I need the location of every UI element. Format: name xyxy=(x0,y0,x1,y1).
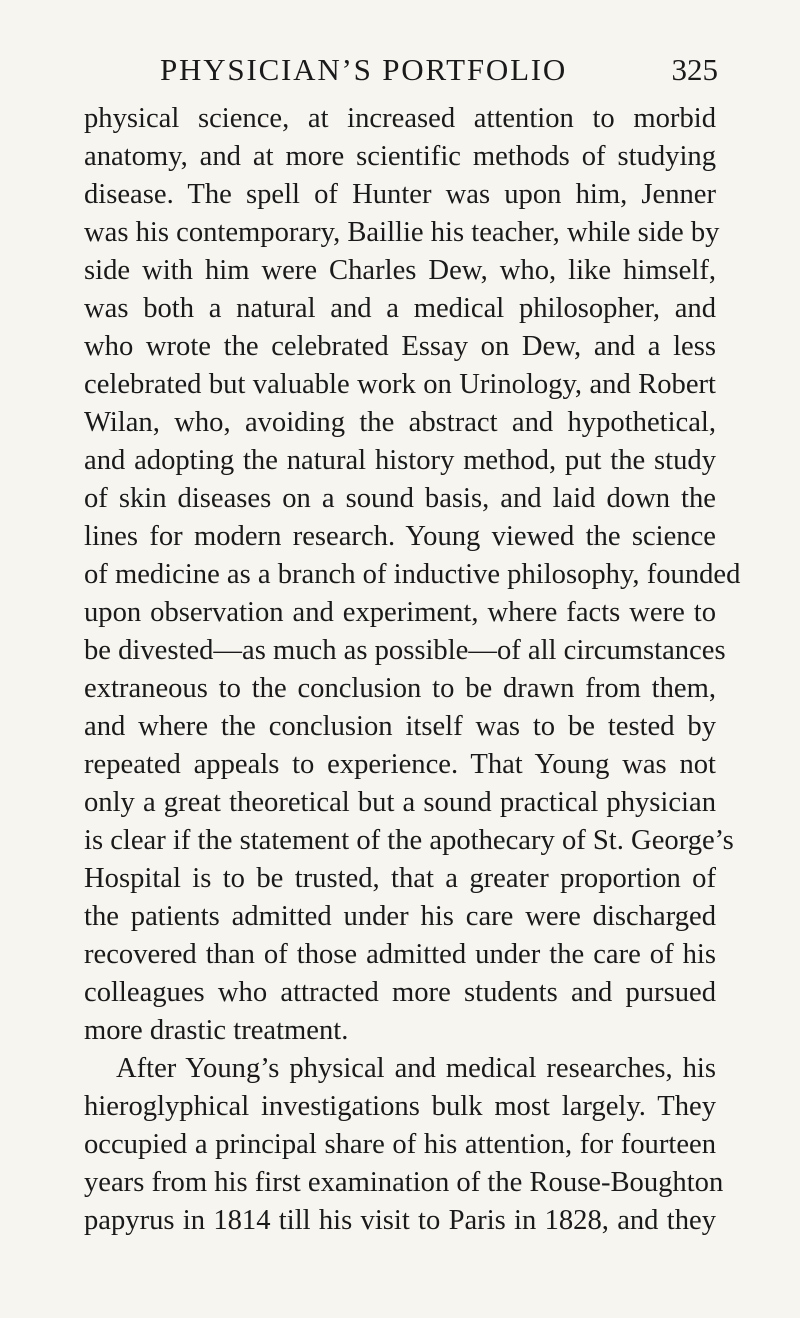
text-line: was both a natural and a medical philosopher, and xyxy=(84,293,716,324)
text-line: and where the conclusion itself was to be tested by xyxy=(84,711,716,742)
text-line: upon observation and experiment, where facts were to xyxy=(84,597,716,628)
text-line: disease. The spell of Hunter was upon him, Jenner xyxy=(84,179,716,210)
text-line: occupied a principal share of his attention, for fourteen xyxy=(84,1129,716,1160)
text-line: After Young’s physical and medical researches, his xyxy=(116,1053,716,1084)
text-line: was his contemporary, Baillie his teacher, while side by xyxy=(84,217,720,248)
text-line: is clear if the statement of the apothecary of St. George’s xyxy=(84,825,734,856)
text-line: lines for modern research. Young viewed the science xyxy=(84,521,716,552)
text-line: only a great theoretical but a sound practical physician xyxy=(84,787,716,818)
page-number: 325 xyxy=(671,52,718,87)
text-line: the patients admitted under his care were discharged xyxy=(84,901,716,932)
text-line: Wilan, who, avoiding the abstract and hypothetical, xyxy=(84,407,716,438)
text-line: side with him were Charles Dew, who, like himself, xyxy=(84,255,716,286)
text-line: who wrote the celebrated Essay on Dew, and a less xyxy=(84,331,716,362)
text-line: physical science, at increased attention to morbid xyxy=(84,103,716,134)
running-head-title: PHYSICIAN’S PORTFOLIO xyxy=(160,52,568,87)
text-line: hieroglyphical investigations bulk most largely. They xyxy=(84,1091,716,1122)
running-head xyxy=(0,52,800,96)
text-line: Hospital is to be trusted, that a greater proportion of xyxy=(84,863,716,894)
text-line: of medicine as a branch of inductive philosophy, founded xyxy=(84,559,741,590)
text-line: more drastic treatment. xyxy=(84,1015,349,1046)
text-line: recovered than of those admitted under the care of his xyxy=(84,939,716,970)
text-line: papyrus in 1814 till his visit to Paris in 1828, and they xyxy=(84,1205,716,1236)
text-line: repeated appeals to experience. That Young was not xyxy=(84,749,716,780)
text-line: anatomy, and at more scientific methods of studying xyxy=(84,141,716,172)
text-line: of skin diseases on a sound basis, and laid down the xyxy=(84,483,716,514)
text-line: celebrated but valuable work on Urinology, and Robert xyxy=(84,369,716,400)
text-line: be divested—as much as possible—of all circumstances xyxy=(84,635,726,666)
text-line: colleagues who attracted more students and pursued xyxy=(84,977,716,1008)
text-line: years from his first examination of the Rouse-Boughton xyxy=(84,1167,724,1198)
text-line: and adopting the natural history method, put the study xyxy=(84,445,716,476)
body-text xyxy=(84,100,741,1240)
text-line: extraneous to the conclusion to be drawn from them, xyxy=(84,673,716,704)
